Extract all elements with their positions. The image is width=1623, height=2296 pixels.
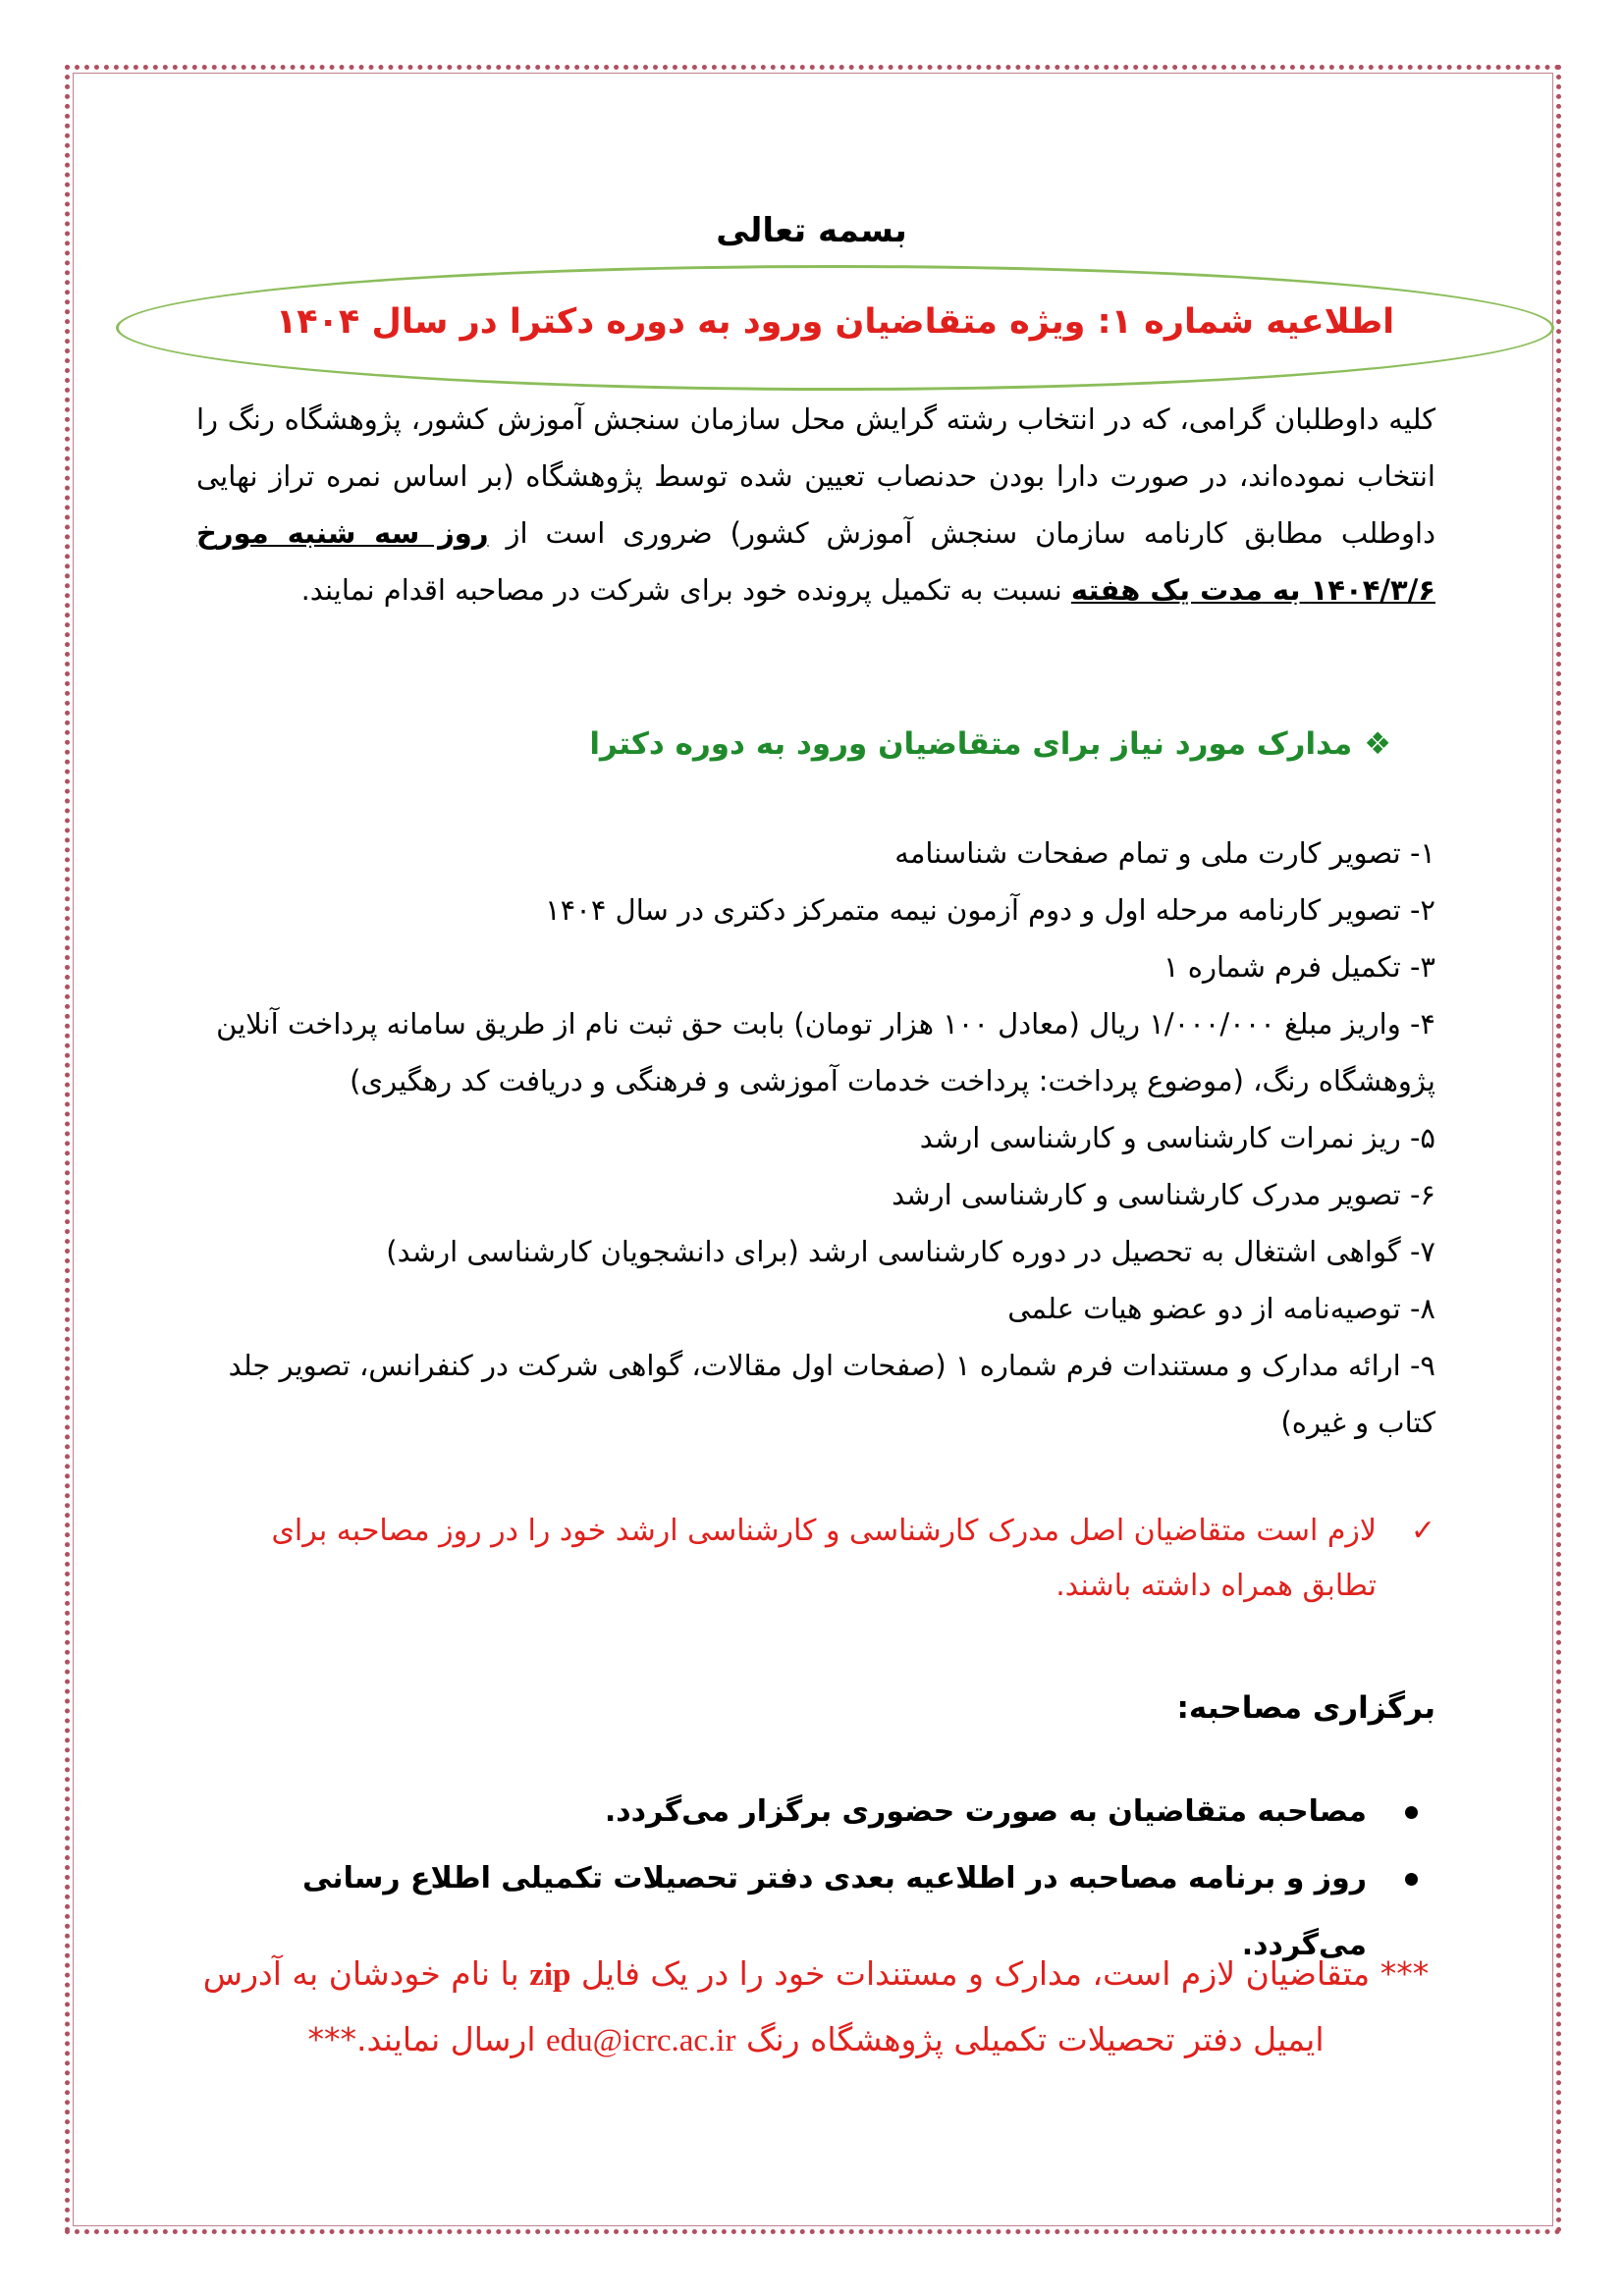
list-item: ۱- تصویر کارت ملی و تمام صفحات شناسنامه <box>894 836 1435 870</box>
list-item: ۲- تصویر کارنامه مرحله اول و دوم آزمون نیمه متمرکز دکتری در سال ۱۴۰۴ <box>545 893 1435 927</box>
list-item: ۶- تصویر مدرک کارشناسی و کارشناسی ارشد <box>892 1178 1435 1211</box>
list-item: ۷- گواهی اشتغال به تحصیل در دوره کارشناسی ارشد (برای دانشجویان کارشناسی ارشد) <box>386 1235 1435 1268</box>
list-item: ۵- ریز نمرات کارشناسی و کارشناسی ارشد <box>919 1121 1435 1154</box>
documents-heading-text: مدارک مورد نیاز برای متقاضیان ورود به دوره دکترا <box>589 726 1353 762</box>
intro-text-1: کلیه داوطلبان گرامی، که در انتخاب رشته گرایش محل سازمان سنجش آموزش کشور، پژوهشگاه رنگ را انتخاب نموده‌اند، در صورت دارا بودن حدنصاب تعیین شده توسط پژوهشگاه (بر اساس نمره تراز نهایی داوطلب مطابق کارنامه سازمان سنجش آموزش کشور) ضروری است از <box>196 402 1435 550</box>
intro-paragraph <box>196 391 1435 618</box>
note-text: لازم است متقاضیان اصل مدرک کارشناسی و کارشناسی ارشد خود را در روز مصاحبه برای تطابق همراه داشته باشند. <box>271 1514 1377 1603</box>
list-item: ۸- توصیه‌نامه از دو عضو هیات علمی <box>1007 1292 1435 1325</box>
diamond-icon: ❖ <box>1364 726 1391 762</box>
list-item: ۹- ارائه مدارک و مستندات فرم شماره ۱ (صفحات اول مقالات، گواهی شرکت در کنفرانس، تصویر جلد کتاب و غیره) <box>228 1349 1435 1439</box>
email-address: edu@icrc.ac.ir <box>546 2023 736 2058</box>
intro-text-2: نسبت به تکمیل پرونده خود برای شرکت در مصاحبه اقدام نمایند. <box>300 573 1071 607</box>
zip-label: zip <box>529 1957 571 1993</box>
final-text-3: ارسال نمایند.*** <box>307 2020 547 2058</box>
final-text-2: با نام خودشان به آدرس ایمیل دفتر تحصیلات تکمیلی پژوهشگاه رنگ <box>202 1954 1325 2058</box>
original-docs-note <box>196 1504 1435 1614</box>
list-item: ۴- واریز مبلغ ۱/۰۰۰/۰۰۰ ریال (معادل ۱۰۰ هزار تومان) بابت حق ثبت نام از طریق سامانه پرداخت آنلاین پژوهشگاه رنگ، (موضوع پرداخت: پرداخت خدمات آموزشی و فرهنگی و دریافت کد رهگیری) <box>216 1007 1435 1097</box>
list-item: ۳- تکمیل فرم شماره ۱ <box>1163 950 1435 984</box>
list-item: روز و برنامه مصاحبه در اطلاعیه بعدی دفتر تحصیلات تکمیلی اطلاع رسانی می‌گردد. <box>196 1845 1435 1979</box>
documents-heading <box>589 726 1391 762</box>
headline: اطلاعیه شماره ۱: ویژه متقاضیان ورود به دوره دکترا در سال ۱۴۰۴ <box>275 302 1395 342</box>
interview-heading: برگزاری مصاحبه: <box>1176 1690 1435 1726</box>
basmala: بسمه تعالی <box>716 211 907 250</box>
list-item: مصاحبه متقاضیان به صورت حضوری برگزار می‌گردد. <box>196 1779 1435 1845</box>
intro-deadline: روز سه شنبه مورخ ۱۴۰۴/۳/۶ به مدت یک هفته <box>196 516 1435 607</box>
documents-list <box>196 825 1435 1451</box>
checkmark-icon: ✓ <box>1410 1514 1435 1548</box>
submission-instructions <box>196 1942 1435 2073</box>
final-text-1: *** متقاضیان لازم است، مدارک و مستندات خود را در یک فایل <box>570 1954 1430 1993</box>
